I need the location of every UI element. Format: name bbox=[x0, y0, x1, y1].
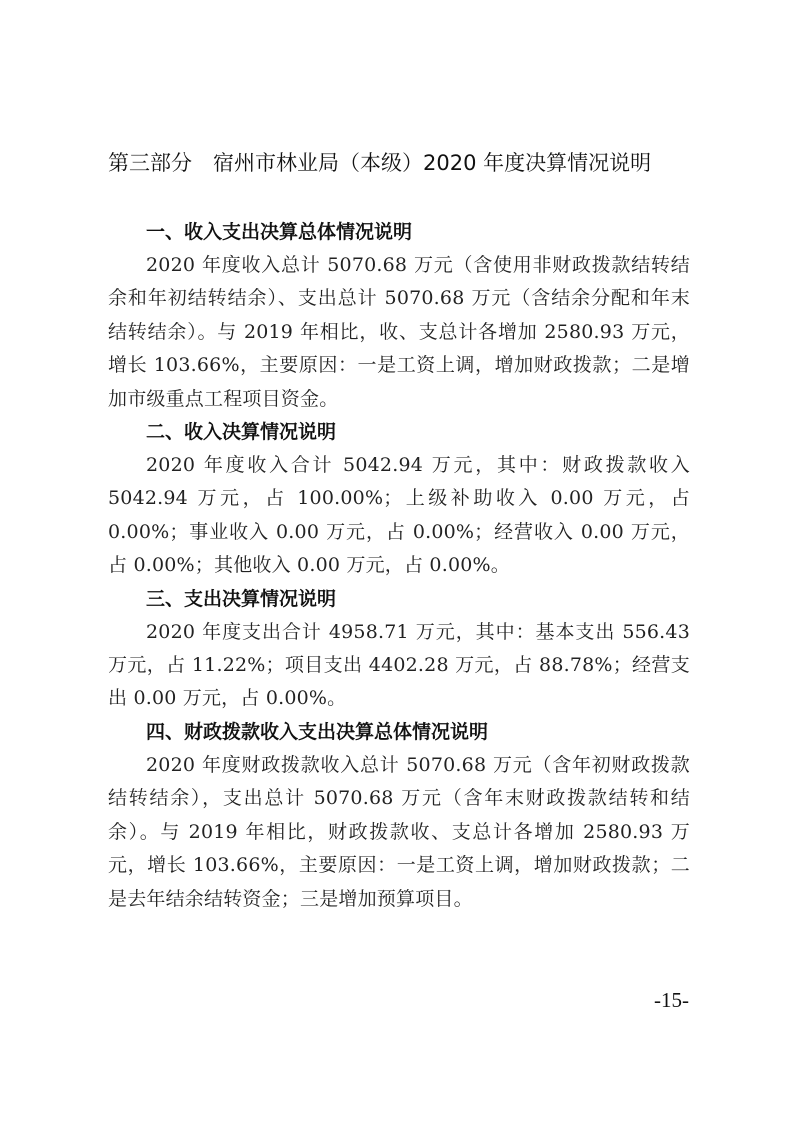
page-number: -15- bbox=[654, 988, 689, 1012]
section-heading-2: 二、收入决算情况说明 bbox=[146, 421, 337, 444]
section-heading-3: 三、支出决算情况说明 bbox=[146, 587, 337, 610]
section-paragraph-2: 2020 年度收入合计 5042.94 万元，其中：财政拨款收入 5042.94 万元，占 100.00%；上级补助收入 0.00 万元，占 0.00%；事业收入 0.00 万元，占 0.00%；经营收入 0.00 万元，占 0.00%；其他收入 0.00 万元，占 0.00%。 bbox=[108, 454, 690, 577]
section-heading-1: 一、收入支出决算总体情况说明 bbox=[146, 221, 413, 243]
section-paragraph-3: 2020 年度支出合计 4958.71 万元，其中：基本支出 556.43 万元，占 11.22%；项目支出 4402.28 万元，占 88.78%；经营支出 0.00 万元，占 0.00%。 bbox=[108, 620, 690, 710]
section-paragraph-4: 2020 年度财政拨款收入总计 5070.68 万元（含年初财政拨款结转结余），支出总计 5070.68 万元（含年末财政拨款结转和结余）。与 2019 年相比，财政拨款收、支总计各增加 2580.93 万元，增长 103.66%，主要原因：一是工资上调，增加财政拨款；二是去年结余结转资金；三是增加预算项目。 bbox=[108, 753, 690, 910]
section-heading-4: 四、财政拨款收入支出决算总体情况说明 bbox=[146, 720, 489, 743]
document-body bbox=[108, 216, 690, 916]
page-title: 第三部分 宿州市林业局（本级）2020 年度决算情况说明 bbox=[108, 151, 652, 175]
section-paragraph-1: 2020 年度收入总计 5070.68 万元（含使用非财政拨款结转结余和年初结转结余）、支出总计 5070.68 万元（含结余分配和年末结转结余）。与 2019 年相比，收、支总计各增加 2580.93 万元，增长 103.66%，主要原因：一是工资上调，增加财政拨款；二是增加市级重点工程项目资金。 bbox=[108, 254, 690, 410]
